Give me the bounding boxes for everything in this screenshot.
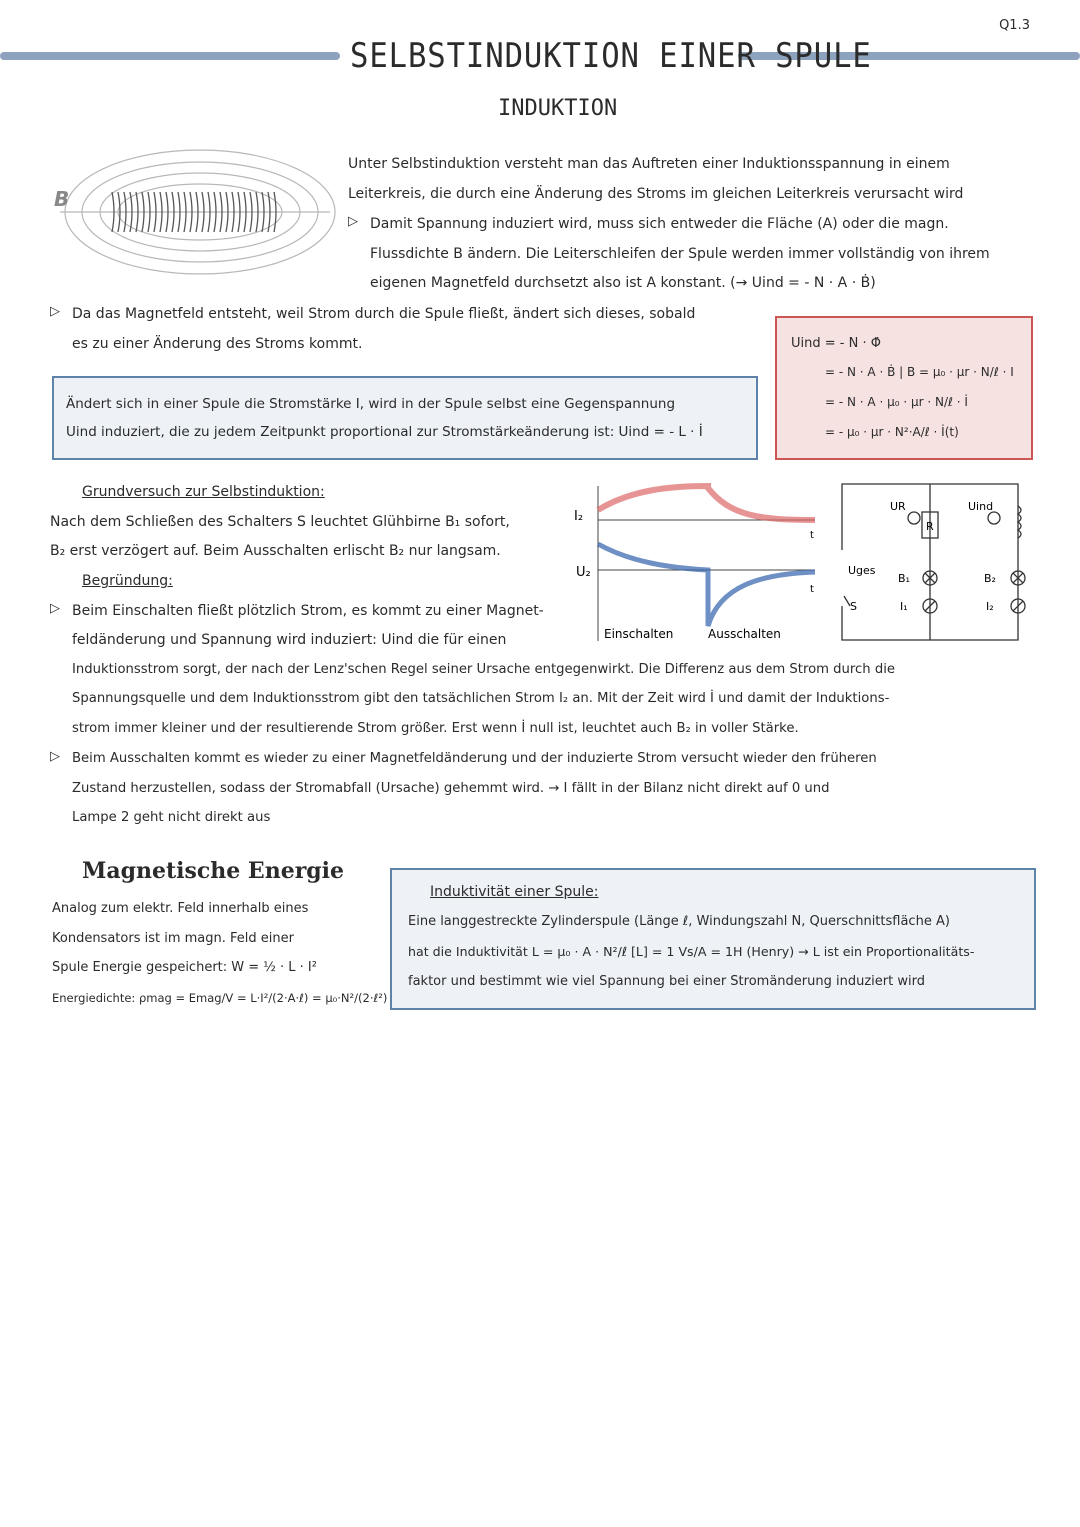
energy-line-3: Spule Energie gespeichert: W = ½ · L · I² [52, 960, 317, 975]
intro-bullet-3: eigenen Magnetfeld durchsetzt also ist A konstant. (→ Uind = - N · A · Ḃ) [370, 275, 876, 291]
energy-line-1: Analog zum elektr. Feld innerhalb eines [52, 901, 309, 916]
page-subtitle: INDUKTION [498, 96, 618, 121]
definition-box [52, 376, 758, 460]
explanation-off-1: Beim Ausschalten kommt es wieder zu einer Magnetfeldänderung und der induzierte Strom versucht wieder den früheren [72, 751, 877, 766]
field-label-b: B [54, 187, 70, 211]
voltage-curve [598, 544, 815, 626]
triangle-bullet-icon: ▷ [50, 749, 60, 764]
circuit-b1-label: B₁ [898, 572, 910, 585]
explanation-on-3: Induktionsstrom sorgt, der nach der Lenz'schen Regel seiner Ursache entgegenwirkt. Die Differenz aus dem Strom durch die [72, 662, 895, 677]
graph-off-label: Ausschalten [708, 627, 781, 641]
explanation-on-4: Spannungsquelle und dem Induktionsstrom gibt den tatsächlichen Strom I₂ an. Mit der Zeit wird İ und damit der Induktions- [72, 691, 890, 706]
triangle-bullet-icon: ▷ [50, 304, 60, 319]
formula-line-2: = - N · A · Ḃ | B = μ₀ · μr · N/ℓ · I [825, 365, 1014, 379]
page-title: SELBSTINDUKTION EINER SPULE [350, 36, 872, 76]
graph-on-label: Einschalten [604, 627, 674, 641]
circuit-diagram [832, 476, 1042, 648]
intro-bullet-1: Damit Spannung induziert wird, muss sich entweder die Fläche (A) oder die magn. [370, 216, 949, 232]
inductance-heading: Induktivität einer Spule: [430, 884, 599, 900]
inductance-line-1: Eine langgestreckte Zylinderspule (Länge ℓ, Windungszahl N, Querschnittsfläche A) [408, 914, 950, 929]
graph-t-label: t [810, 530, 814, 541]
definition-line-2: Uind induziert, die zu jedem Zeitpunkt proportional zur Stromstärkeänderung ist: Uind = - L · İ [66, 424, 703, 440]
formula-box [775, 316, 1033, 460]
energy-line-4: Energiedichte: ρmag = Emag/V = L·I²/(2·A·ℓ) = μ₀·N²/(2·ℓ²) [52, 991, 388, 1005]
definition-line-1: Ändert sich in einer Spule die Stromstärke I, wird in der Spule selbst eine Gegenspannung [66, 396, 676, 412]
bullet2-line-2: es zu einer Änderung des Stroms kommt. [72, 336, 363, 352]
explanation-on-2: feldänderung und Spannung wird induziert: Uind die für einen [72, 632, 507, 648]
explanation-off-2: Zustand herzustellen, sodass der Stromabfall (Ursache) gehemmt wird. → I fällt in der Bilanz nicht direkt auf 0 und [72, 781, 830, 796]
inductance-line-3: faktor und bestimmt wie viel Spannung bei einer Stromänderung induziert wird [408, 974, 925, 989]
graph-u-label: U₂ [576, 565, 591, 580]
header-bar-left [0, 52, 340, 60]
circuit-b2-label: B₂ [984, 572, 996, 585]
explanation-on-1: Beim Einschalten fließt plötzlich Strom, es kommt zu einer Magnet- [72, 603, 544, 619]
circuit-s-label: S [850, 600, 857, 613]
circuit-i1-label: I₁ [900, 600, 908, 613]
intro-bullet-2: Flussdichte B ändern. Die Leiterschleifen der Spule werden immer vollständig von ihrem [370, 246, 990, 262]
energy-heading: Magnetische Energie [82, 858, 345, 884]
current-voltage-graph [570, 476, 832, 648]
energy-line-2: Kondensators ist im magn. Feld einer [52, 931, 294, 946]
experiment-heading: Grundversuch zur Selbstinduktion: [82, 484, 325, 500]
intro-line-2: Leiterkreis, die durch eine Änderung des Stroms im gleichen Leiterkreis verursacht wird [348, 186, 964, 202]
reason-heading: Begründung: [82, 573, 173, 589]
circuit-r-label: R [926, 520, 934, 533]
circuit-ur-label: UR [890, 500, 906, 513]
current-curve [598, 486, 815, 520]
graph-t-label: t [810, 584, 814, 595]
triangle-bullet-icon: ▷ [50, 601, 60, 616]
formula-line-1: Uind = - N · Φ̇ [791, 336, 881, 351]
circuit-i2-label: I₂ [986, 600, 994, 613]
inductance-line-2: hat die Induktivität L = μ₀ · A · N²/ℓ [L] = 1 Vs/A = 1H (Henry) → L ist ein Proportionalitäts- [408, 944, 975, 959]
experiment-line-2: B₂ erst verzögert auf. Beim Ausschalten erlischt B₂ nur langsam. [50, 543, 501, 559]
bullet2-line-1: Da das Magnetfeld entsteht, weil Strom durch die Spule fließt, ändert sich dieses, sobald [72, 306, 696, 322]
circuit-uges-label: Uges [848, 564, 876, 577]
explanation-off-3: Lampe 2 geht nicht direkt aus [72, 810, 271, 825]
formula-line-3: = - N · A · μ₀ · μr · N/ℓ · İ [825, 395, 968, 409]
graph-i-label: I₂ [574, 509, 584, 524]
triangle-bullet-icon: ▷ [348, 214, 358, 229]
formula-line-4: = - μ₀ · μr · N²·A/ℓ · İ(t) [825, 425, 959, 439]
experiment-line-1: Nach dem Schließen des Schalters S leuchtet Glühbirne B₁ sofort, [50, 514, 510, 530]
page-code: Q1.3 [999, 18, 1030, 33]
inductance-box [390, 868, 1036, 1010]
intro-line-1: Unter Selbstinduktion versteht man das Auftreten einer Induktionsspannung in einem [348, 156, 950, 172]
solenoid-figure [50, 140, 340, 300]
explanation-on-5: strom immer kleiner und der resultierende Strom größer. Erst wenn İ null ist, leuchtet auch B₂ in voller Stärke. [72, 721, 799, 736]
circuit-uind-label: Uind [968, 500, 994, 513]
